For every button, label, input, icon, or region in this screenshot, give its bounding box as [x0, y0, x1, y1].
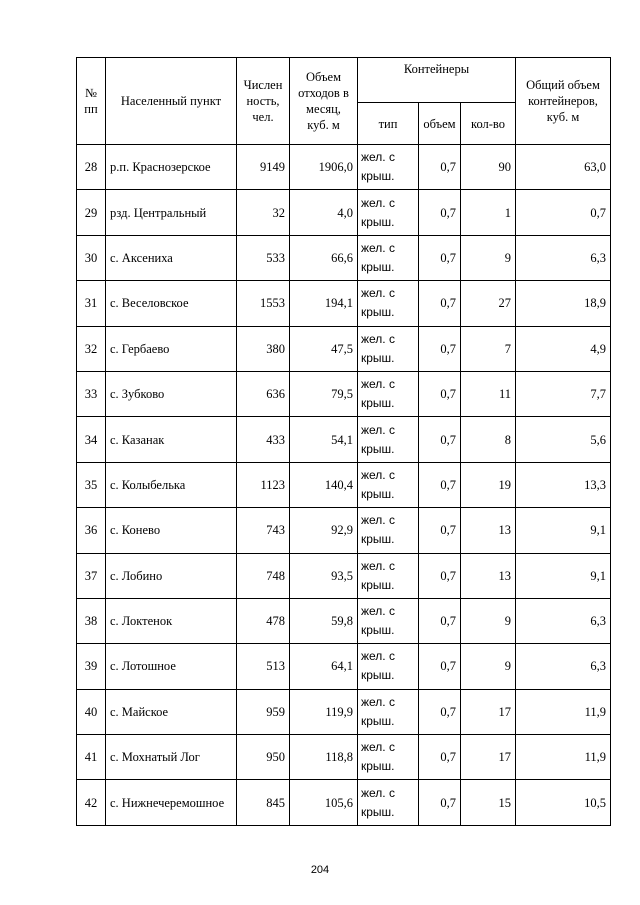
container-volume-cell: 0,7 [419, 145, 461, 190]
container-type-cell: жел. с крыш. [358, 235, 419, 280]
row-number-cell: 28 [77, 145, 106, 190]
container-count-cell: 19 [461, 462, 516, 507]
page-number: 204 [310, 864, 330, 876]
header-num: № пп [77, 58, 106, 145]
waste-volume-cell: 118,8 [290, 735, 358, 780]
table-row [77, 190, 611, 235]
waste-volume-cell: 105,6 [290, 780, 358, 825]
container-volume-cell: 0,7 [419, 689, 461, 734]
table-row [77, 598, 611, 643]
row-number-cell: 39 [77, 644, 106, 689]
waste-volume-cell: 119,9 [290, 689, 358, 734]
total-volume-cell: 11,9 [516, 689, 611, 734]
waste-table [76, 57, 611, 826]
row-number-cell: 34 [77, 417, 106, 462]
table-row [77, 281, 611, 326]
settlement-name-cell: с. Нижнечеремошное [106, 780, 237, 825]
waste-volume-cell: 140,4 [290, 462, 358, 507]
total-volume-cell: 9,1 [516, 553, 611, 598]
row-number-cell: 40 [77, 689, 106, 734]
population-cell: 959 [237, 689, 290, 734]
total-volume-cell: 7,7 [516, 371, 611, 416]
settlement-name-cell: с. Лотошное [106, 644, 237, 689]
container-count-cell: 7 [461, 326, 516, 371]
container-type-cell: жел. с крыш. [358, 417, 419, 462]
row-number-cell: 32 [77, 326, 106, 371]
settlement-name-cell: с. Локтенок [106, 598, 237, 643]
population-cell: 380 [237, 326, 290, 371]
table-body [77, 145, 611, 826]
population-cell: 1553 [237, 281, 290, 326]
settlement-name-cell: с. Аксениха [106, 235, 237, 280]
population-cell: 748 [237, 553, 290, 598]
total-volume-cell: 6,3 [516, 598, 611, 643]
header-total-volume: Общий объем контейнеров, куб. м [516, 58, 611, 145]
settlement-name-cell: с. Гербаево [106, 326, 237, 371]
container-count-cell: 13 [461, 508, 516, 553]
population-cell: 32 [237, 190, 290, 235]
container-count-cell: 1 [461, 190, 516, 235]
population-cell: 533 [237, 235, 290, 280]
row-number-cell: 35 [77, 462, 106, 507]
total-volume-cell: 4,9 [516, 326, 611, 371]
settlement-name-cell: с. Веселовское [106, 281, 237, 326]
container-volume-cell: 0,7 [419, 553, 461, 598]
table-row [77, 553, 611, 598]
container-type-cell: жел. с крыш. [358, 735, 419, 780]
settlement-name-cell: с. Лобино [106, 553, 237, 598]
row-number-cell: 30 [77, 235, 106, 280]
container-count-cell: 13 [461, 553, 516, 598]
total-volume-cell: 10,5 [516, 780, 611, 825]
header-container-count: кол-во [461, 103, 516, 145]
table-row [77, 780, 611, 825]
row-number-cell: 38 [77, 598, 106, 643]
container-count-cell: 17 [461, 689, 516, 734]
settlement-name-cell: с. Конево [106, 508, 237, 553]
container-count-cell: 9 [461, 644, 516, 689]
table-row [77, 371, 611, 416]
waste-volume-cell: 93,5 [290, 553, 358, 598]
container-volume-cell: 0,7 [419, 281, 461, 326]
row-number-cell: 29 [77, 190, 106, 235]
container-volume-cell: 0,7 [419, 735, 461, 780]
population-cell: 433 [237, 417, 290, 462]
container-type-cell: жел. с крыш. [358, 644, 419, 689]
population-cell: 636 [237, 371, 290, 416]
table-row [77, 689, 611, 734]
row-number-cell: 42 [77, 780, 106, 825]
waste-volume-cell: 79,5 [290, 371, 358, 416]
container-volume-cell: 0,7 [419, 780, 461, 825]
waste-volume-cell: 47,5 [290, 326, 358, 371]
container-type-cell: жел. с крыш. [358, 553, 419, 598]
container-count-cell: 11 [461, 371, 516, 416]
container-volume-cell: 0,7 [419, 326, 461, 371]
container-count-cell: 9 [461, 235, 516, 280]
population-cell: 1123 [237, 462, 290, 507]
table-row [77, 644, 611, 689]
population-cell: 9149 [237, 145, 290, 190]
container-volume-cell: 0,7 [419, 190, 461, 235]
population-cell: 478 [237, 598, 290, 643]
container-count-cell: 15 [461, 780, 516, 825]
table-row [77, 417, 611, 462]
population-cell: 513 [237, 644, 290, 689]
total-volume-cell: 9,1 [516, 508, 611, 553]
total-volume-cell: 6,3 [516, 235, 611, 280]
waste-volume-cell: 92,9 [290, 508, 358, 553]
table-row [77, 508, 611, 553]
container-type-cell: жел. с крыш. [358, 689, 419, 734]
container-type-cell: жел. с крыш. [358, 326, 419, 371]
total-volume-cell: 5,6 [516, 417, 611, 462]
waste-volume-cell: 59,8 [290, 598, 358, 643]
row-number-cell: 37 [77, 553, 106, 598]
settlement-name-cell: рзд. Центральный [106, 190, 237, 235]
row-number-cell: 33 [77, 371, 106, 416]
settlement-name-cell: р.п. Краснозерское [106, 145, 237, 190]
container-type-cell: жел. с крыш. [358, 462, 419, 507]
waste-volume-cell: 4,0 [290, 190, 358, 235]
table-row [77, 326, 611, 371]
container-count-cell: 9 [461, 598, 516, 643]
container-volume-cell: 0,7 [419, 462, 461, 507]
settlement-name-cell: с. Мохнатый Лог [106, 735, 237, 780]
container-volume-cell: 0,7 [419, 598, 461, 643]
row-number-cell: 31 [77, 281, 106, 326]
waste-volume-cell: 54,1 [290, 417, 358, 462]
waste-volume-cell: 66,6 [290, 235, 358, 280]
container-volume-cell: 0,7 [419, 417, 461, 462]
population-cell: 950 [237, 735, 290, 780]
header-container-type: тип [358, 103, 419, 145]
container-type-cell: жел. с крыш. [358, 145, 419, 190]
header-waste-volume: Объем отходов в месяц, куб. м [290, 58, 358, 145]
container-type-cell: жел. с крыш. [358, 281, 419, 326]
container-volume-cell: 0,7 [419, 371, 461, 416]
waste-volume-cell: 194,1 [290, 281, 358, 326]
header-settlement: Населенный пункт [106, 58, 237, 145]
waste-volume-cell: 1906,0 [290, 145, 358, 190]
table-row [77, 735, 611, 780]
total-volume-cell: 18,9 [516, 281, 611, 326]
container-type-cell: жел. с крыш. [358, 780, 419, 825]
container-count-cell: 17 [461, 735, 516, 780]
header-container-volume: объем [419, 103, 461, 145]
total-volume-cell: 63,0 [516, 145, 611, 190]
header-population: Числен ность, чел. [237, 58, 290, 145]
table-row [77, 462, 611, 507]
population-cell: 845 [237, 780, 290, 825]
container-type-cell: жел. с крыш. [358, 371, 419, 416]
settlement-name-cell: с. Колыбелька [106, 462, 237, 507]
container-count-cell: 90 [461, 145, 516, 190]
container-volume-cell: 0,7 [419, 644, 461, 689]
total-volume-cell: 13,3 [516, 462, 611, 507]
total-volume-cell: 6,3 [516, 644, 611, 689]
settlement-name-cell: с. Майское [106, 689, 237, 734]
header-containers: Контейнеры [358, 58, 516, 103]
container-count-cell: 27 [461, 281, 516, 326]
total-volume-cell: 11,9 [516, 735, 611, 780]
settlement-name-cell: с. Казанак [106, 417, 237, 462]
population-cell: 743 [237, 508, 290, 553]
table-row [77, 235, 611, 280]
row-number-cell: 41 [77, 735, 106, 780]
container-type-cell: жел. с крыш. [358, 508, 419, 553]
container-volume-cell: 0,7 [419, 508, 461, 553]
container-type-cell: жел. с крыш. [358, 190, 419, 235]
total-volume-cell: 0,7 [516, 190, 611, 235]
container-volume-cell: 0,7 [419, 235, 461, 280]
container-type-cell: жел. с крыш. [358, 598, 419, 643]
waste-volume-cell: 64,1 [290, 644, 358, 689]
table-row [77, 145, 611, 190]
row-number-cell: 36 [77, 508, 106, 553]
container-count-cell: 8 [461, 417, 516, 462]
settlement-name-cell: с. Зубково [106, 371, 237, 416]
